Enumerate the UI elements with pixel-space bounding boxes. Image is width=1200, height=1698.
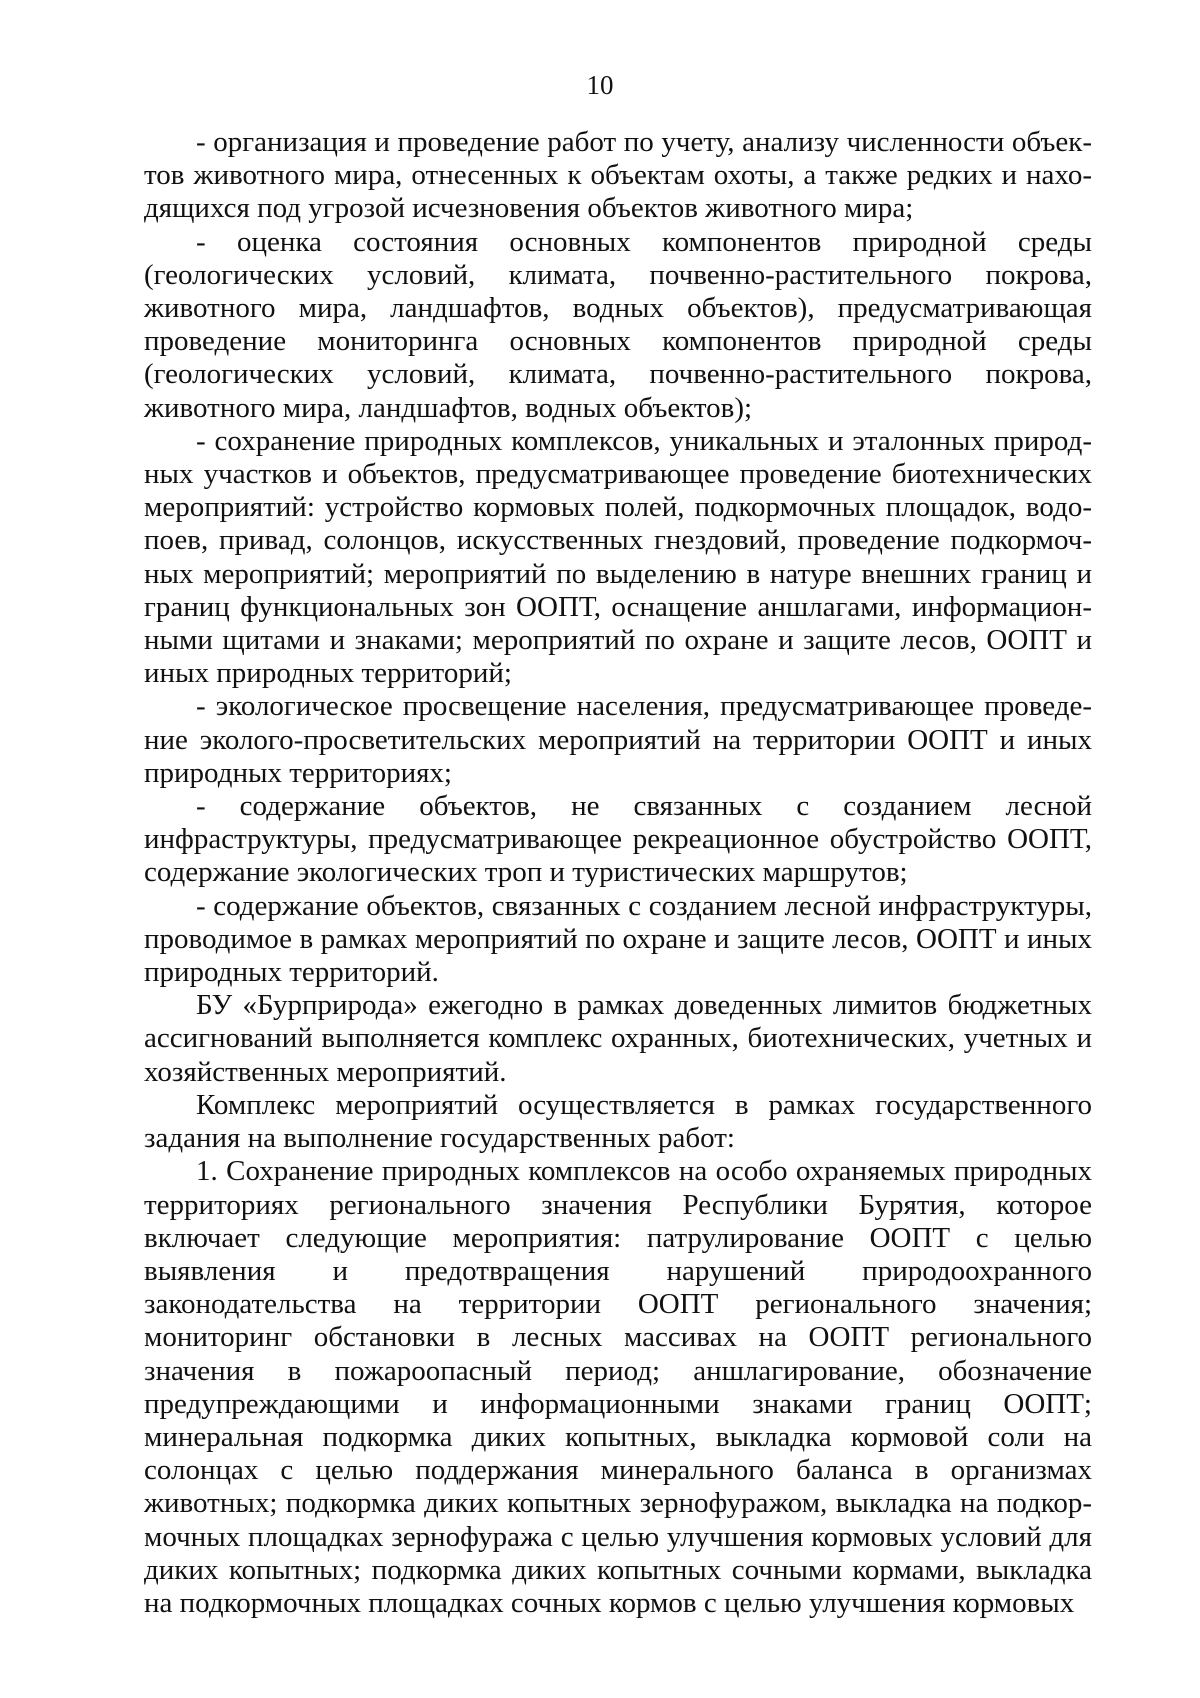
paragraph-item-1: 1. Сохранение природных комплексов на особо охраняемых природных территориях регионального значения Республики Бурятия, которое включает следующие мероприятия: патрулирование ООПТ с целью выявления и предотвращения нарушений природоохранного законодательства на территории ООПТ регионального значения; мониторинг обстановки в лесных массивах на ООПТ регионального значения в пожароопасный период; аншлагирование, обозначение предупреждающими и информационными знаками границ ООПТ; минеральная подкормка диких копытных, выкладка кормовой соли на солонцах с целью поддержания минерального баланса в организмах животных; подкормка диких копытных зернофуражом, выкладка на подкормочных площадках зернофуража с целью улучшения кормовых условий для диких копытных; подкормка диких копытных сочными кормами, выкладка на подкормочных площадках сочных кормов с целью улучшения кормовых [144, 1155, 1092, 1619]
page-number: 10 [586, 70, 614, 100]
body-text [144, 126, 1092, 1620]
paragraph-forest-infrastructure: - содержание объектов, связанных с созданием лесной инфраструктуры, проводимое в рамках мероприятий по охране и защите лесов, ООПТ и иных природных территорий. [144, 889, 1092, 989]
paragraph-environment-assessment: - оценка состояния основных компонентов природной среды (геологических условий, климата, почвенно-растительного покрова, животного мира, ландшафтов, водных объектов), предусматривающая проведение мониторинга основных компонентов природной среды (геологических условий, климата, почвенно-растительного покрова, животного мира, ландшафтов, водных объектов); [144, 225, 1092, 424]
paragraph-state-assignment: Комплекс мероприятий осуществляется в рамках государственного задания на выполнение государственных работ: [144, 1088, 1092, 1155]
paragraph-ecological-education: - экологическое просвещение населения, предусматривающее проведение эколого-просветительских мероприятий на территории ООПТ и иных природных территориях; [144, 690, 1092, 789]
paragraph-burpriroda: БУ «Бурприрода» ежегодно в рамках доведенных лимитов бюджетных ассигнований выполняется комплекс охранных, биотехнических, учетных и хозяйственных мероприятий. [144, 989, 1092, 1088]
paragraph-non-forest-infrastructure: - содержание объектов, не связанных с созданием лесной инфраструктуры, предусматривающее рекреационное обустройство ООПТ, содержание экологических троп и туристических маршрутов; [144, 790, 1092, 889]
paragraph-nature-conservation: - сохранение природных комплексов, уникальных и эталонных природных участков и объектов, предусматривающее проведение биотехнических мероприятий: устройство кормовых полей, подкормочных площадок, водопоев, привад, солонцов, искусственных гнездовий, проведение подкормочных мероприятий; мероприятий по выделению в натуре внешних границ и границ функциональных зон ООПТ, оснащение аншлагами, информационными щитами и знаками; мероприятий по охране и защите лесов, ООПТ и иных природных территорий; [144, 424, 1092, 690]
paragraph-animal-census: - организация и проведение работ по учету, анализу численности объектов животного мира, отнесенных к объектам охоты, а также редких и находящихся под угрозой исчезновения объектов животного мира; [144, 126, 1092, 225]
